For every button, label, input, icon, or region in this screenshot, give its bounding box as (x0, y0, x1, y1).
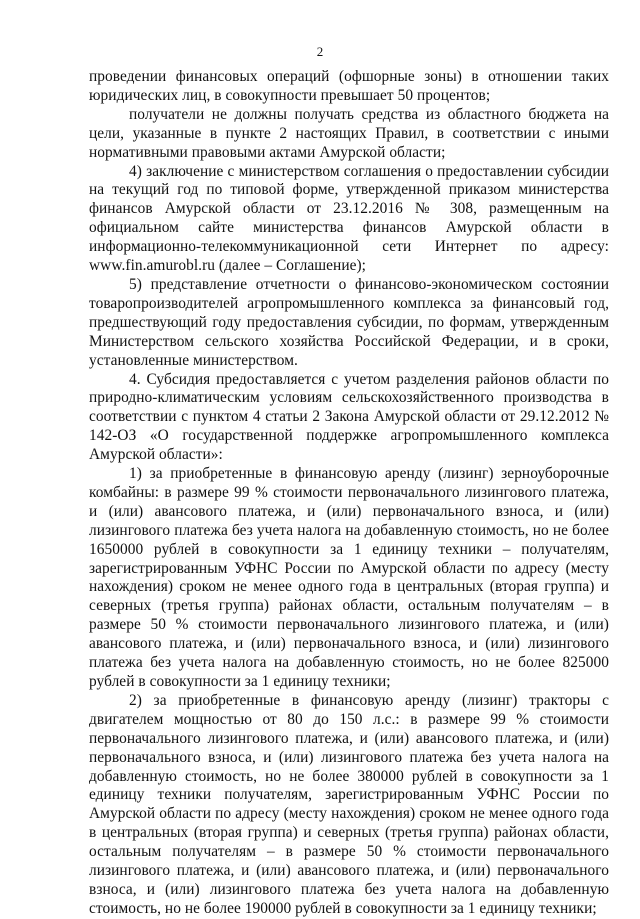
page-number: 2 (316, 44, 324, 59)
paragraph-section-4: 4. Субсидия предоставляется с учетом разделения районов области по природно-климатическим условиям сельскохозяйственного производства в соответствии с пунктом 4 статьи 2 Закона Амурской области от 29.12.2012 № 142-ОЗ «О государственной поддержке агропромышленного комплекса Амурской области»: (89, 370, 609, 464)
paragraph-continuation: проведении финансовых операций (офшорные зоны) в отношении таких юридических лиц, в совокупности превышает 50 процентов; (89, 68, 609, 104)
paragraph-recipients-condition: получатели не должны получать средства из областного бюджета на цели, указанные в пункте 2 настоящих Правил, в соответствии с иными нормативными правовыми актами Амурской области; (89, 105, 609, 161)
paragraph-subitem-1-combines: 1) за приобретенные в финансовую аренду (лизинг) зерноуборочные комбайны: в размере 99 % стоимости первоначального лизингового платежа, и (или) авансового платежа, и (или) первоначального взноса, и (или) лизингового платежа без учета налога на добавленную стоимость, но не более 1650000 рублей в совокупности за 1 единицу техники – получателям, зарегистрированным УФНС России по Амурской области по адресу (месту нахождения) сроком не менее одного года в центральных (вторая группа) и северных (третья группа) районах области, остальным получателям – в размере 50 % стоимости первоначального лизингового платежа, и (или) авансового платежа, и (или) первоначального взноса, и (или) лизингового платежа без учета налога на добавленную стоимость, но не более 825000 рублей в совокупности за 1 единицу техники; (89, 465, 609, 690)
paragraph-subitem-2-tractors: 2) за приобретенные в финансовую аренду (лизинг) тракторы с двигателем мощностью от 80 до 150 л.с.: в размере 99 % стоимости первоначального лизингового платежа, и (или) авансового платежа, и (или) первоначального взноса, и (или) лизингового платежа без учета налога на добавленную стоимость, но не более 380000 рублей в совокупности за 1 единицу техники получателям, зарегистрированным УФНС России по Амурской области по адресу (месту нахождения) сроком не менее одного года в центральных (вторая группа) и северных (третья группа) районах области, остальным получателям – в размере 50 % стоимости первоначального лизингового платежа, и (или) авансового платежа, и (или) первоначального взноса, и (или) лизингового платежа без учета налога на добавленную стоимость, но не более 190000 рублей в совокупности за 1 единицу техники; (89, 691, 609, 917)
document-body (89, 68, 609, 919)
paragraph-item-4-agreement: 4) заключение с министерством соглашения о предоставлении субсидии на текущий год по типовой форме, утвержденной приказом министерства финансов Амурской области от 23.12.2016 № 308, размещенным на официальном сайте министерства финансов Амурской области в информационно-телекоммуникационной сети Интернет по адресу: www.fin.amurobl.ru (далее – Соглашение); (89, 162, 609, 275)
paragraph-item-5-reporting: 5) представление отчетности о финансово-экономическом состоянии товаропроизводителей агропромышленного комплекса за финансовый год, предшествующий году предоставления субсидии, по формам, утвержденным Министерством сельского хозяйства Российской Федерации, и в сроки, установленные министерством. (89, 275, 609, 369)
